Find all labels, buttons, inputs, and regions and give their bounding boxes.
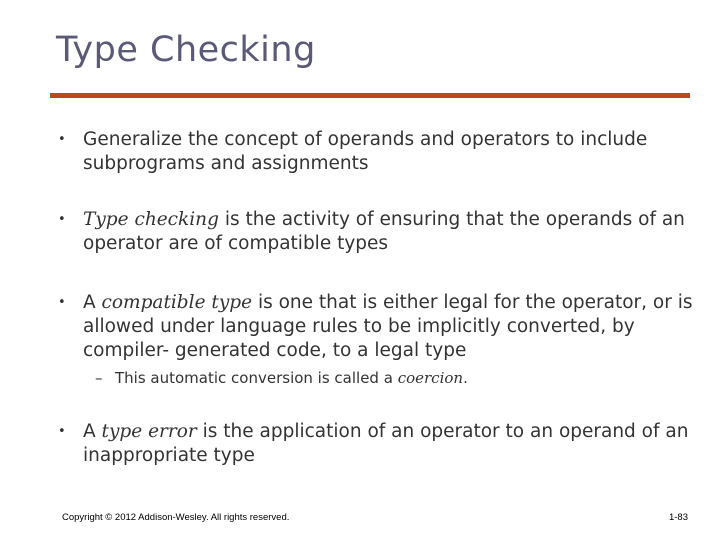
bullet-body: Generalize the concept of operands and operators to include subprograms and assignments [83,129,648,174]
bullet-item-2 [58,208,698,256]
bullet-text [83,208,698,256]
bullet-body: is the application of an operator to an operand of an inappropriate type [83,421,689,466]
footer-page-number: 1-83 [668,512,688,523]
bullet-text [83,420,698,468]
term-compatible-type: compatible type [101,292,253,313]
sub-bullet-body: This automatic conversion is called a [115,369,398,387]
bullet-text [83,291,698,363]
bullet-marker: • [58,212,66,227]
title-divider [50,93,690,98]
term-type-checking: Type checking [83,209,219,230]
bullet-prefix: A [83,292,102,313]
bullet-marker: • [58,132,66,147]
sub-bullet-marker: – [95,369,103,387]
bullet-marker: • [58,295,66,310]
bullet-item-1 [58,128,698,176]
term-coercion: coercion [397,369,464,387]
bullet-item-4 [58,420,698,468]
bullet-marker: • [58,424,66,439]
bullet-item-3 [58,291,698,363]
term-type-error: type error [101,421,197,442]
slide-title: Type Checking [56,30,316,70]
footer-copyright: Copyright © 2012 Addison-Wesley. All rights reserved. [62,512,290,523]
sub-bullet-suffix: . [463,369,468,387]
bullet-body: is one that is either legal for the operator, or is allowed under language rules to be implicitly converted, by compiler- generated code, to a legal type [83,292,693,361]
bullet-prefix: A [83,421,102,442]
bullet-body: is the activity of ensuring that the operands of an operator are of compatible types [83,209,685,254]
sub-bullet-item [95,368,695,388]
bullet-text [83,128,698,176]
